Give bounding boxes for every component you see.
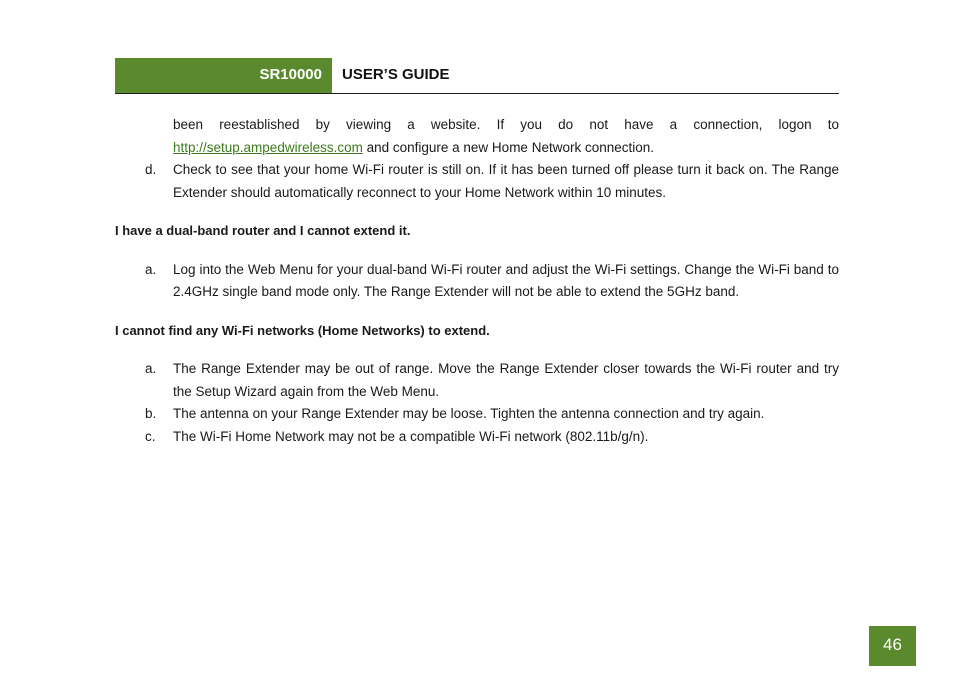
page-header	[115, 58, 839, 94]
header-title: USER’S GUIDE	[342, 66, 450, 83]
list-item	[115, 259, 839, 304]
section-heading-no-networks: I cannot find any Wi-Fi networks (Home Networks) to extend.	[115, 322, 490, 338]
list-item	[115, 426, 839, 449]
list-item-letter: a.	[145, 361, 157, 376]
list-item	[115, 159, 839, 204]
troubleshoot-list-reconnect	[115, 159, 839, 204]
page-content	[115, 114, 839, 448]
section-heading-dual-band: I have a dual-band router and I cannot extend it.	[115, 223, 411, 238]
list-item	[115, 403, 839, 426]
list-item-letter: c.	[145, 428, 156, 444]
list-item-text: The Wi-Fi Home Network may not be a compatible Wi-Fi network (802.11b/g/n).	[173, 428, 649, 444]
list-item-text: The Range Extender may be out of range. Move the Range Extender closer towards the Wi-Fi router and try the Setup Wizard again from the Web Menu.	[173, 361, 839, 399]
continuation-text-start: been reestablished by viewing a website. If you do not have a connection, logon to	[173, 117, 839, 132]
list-item-text: Check to see that your home Wi-Fi router is still on. If it has been turned off please turn it back on. The Range Extender should automatically reconnect to your Home Network within 10 minutes.	[173, 162, 839, 200]
header-product-name: SR10000	[259, 66, 322, 83]
list-item	[115, 358, 839, 403]
page-number: 46	[883, 635, 902, 654]
list-item-text: Log into the Web Menu for your dual-band Wi-Fi router and adjust the Wi-Fi settings. Change the Wi-Fi band to 2.4GHz single band mode only. The Range Extender will not be able to extend the 5GHz band.	[173, 261, 839, 299]
page-number-badge	[869, 626, 916, 666]
troubleshoot-list-no-networks	[115, 358, 839, 448]
setup-link[interactable]: http://setup.ampedwireless.com	[173, 139, 363, 155]
list-item-letter: d.	[145, 162, 157, 177]
list-item-letter: a.	[145, 261, 157, 277]
continuation-paragraph	[173, 114, 839, 159]
continuation-text-end: and configure a new Home Network connection.	[362, 139, 655, 155]
header-product-block	[115, 58, 332, 93]
list-item-text: The antenna on your Range Extender may be loose. Tighten the antenna connection and try again.	[173, 406, 765, 421]
list-item-letter: b.	[145, 406, 157, 421]
troubleshoot-list-dual-band	[115, 259, 839, 304]
header-divider	[115, 93, 839, 94]
